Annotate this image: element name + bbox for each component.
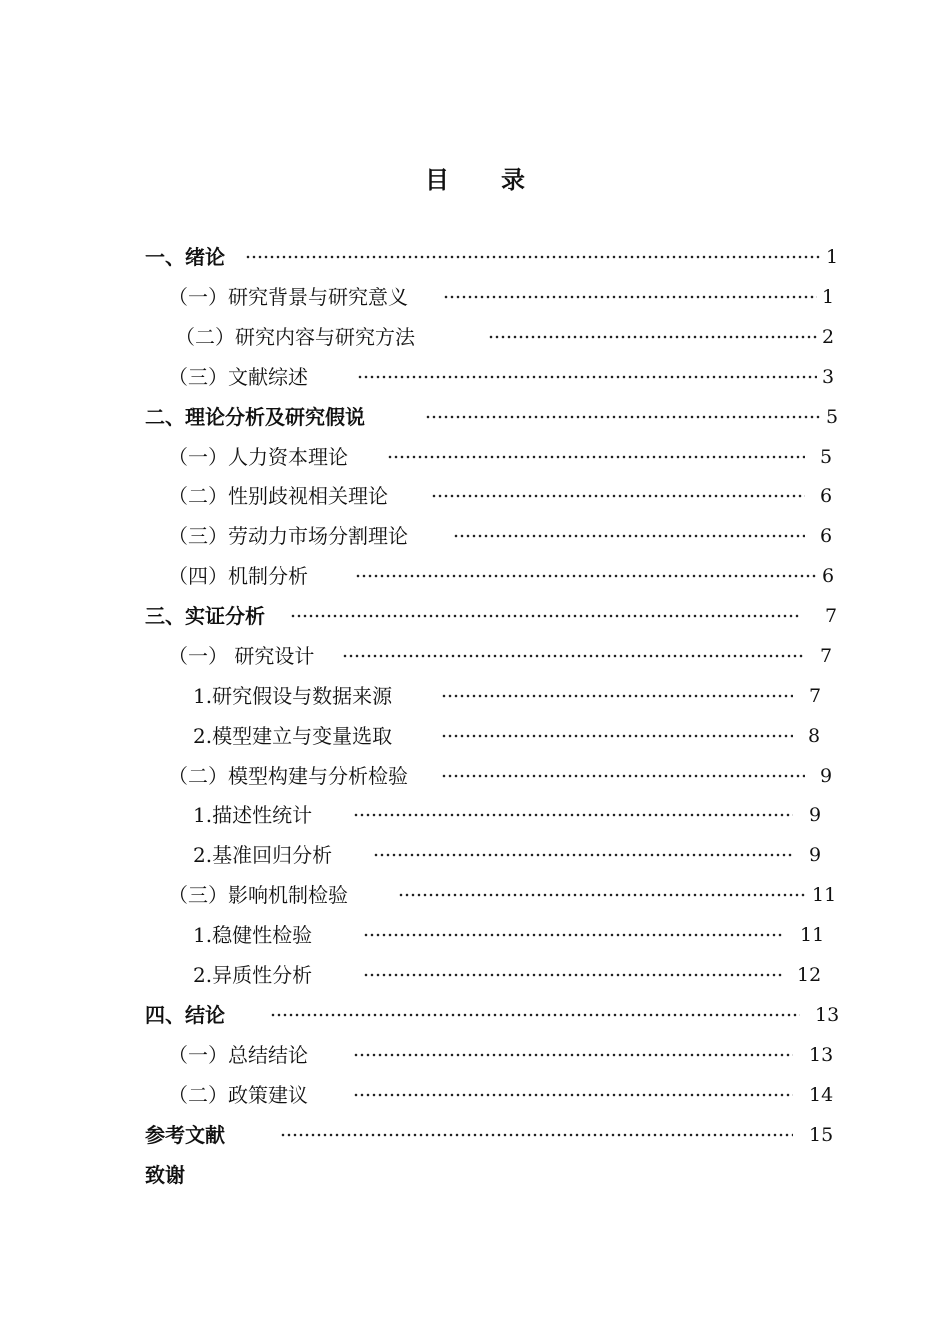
toc-entry-label: （一）人力资本理论 — [168, 445, 348, 469]
dot-leader — [398, 893, 805, 897]
toc-page-number: 3 — [822, 366, 835, 388]
toc-entry[interactable] — [168, 522, 408, 550]
toc-entry[interactable] — [145, 602, 265, 630]
toc-page-number: 1 — [826, 246, 839, 268]
dot-leader — [443, 295, 817, 299]
toc-entry[interactable] — [168, 762, 408, 790]
toc-entry[interactable] — [168, 363, 308, 391]
toc-entry[interactable] — [168, 562, 308, 590]
toc-entry[interactable] — [145, 1161, 185, 1189]
toc-page-number: 1 — [822, 286, 835, 308]
toc-entry-label: 2.基准回归分析 — [193, 843, 333, 867]
toc-entry-label: 2.模型建立与变量选取 — [193, 724, 393, 748]
dot-leader — [373, 853, 793, 857]
toc-entry[interactable] — [145, 1001, 225, 1029]
toc-entry-label: （三）文献综述 — [168, 365, 308, 389]
toc-page-number: 5 — [826, 406, 839, 428]
toc-entry[interactable] — [145, 243, 225, 271]
toc-page-number: 15 — [809, 1124, 834, 1146]
toc-page-number: 9 — [809, 844, 822, 866]
toc-entry[interactable] — [193, 801, 312, 829]
toc-page-number: 6 — [820, 485, 833, 507]
dot-leader — [431, 494, 805, 498]
toc-entry[interactable] — [193, 841, 332, 869]
toc-entry-label: （三）影响机制检验 — [168, 883, 348, 907]
toc-entry-label: 1.稳健性检验 — [193, 923, 313, 947]
dot-leader — [270, 1013, 800, 1017]
toc-entry[interactable] — [193, 722, 392, 750]
toc-entry-label: 1.研究假设与数据来源 — [193, 684, 393, 708]
dot-leader — [441, 774, 805, 778]
toc-page-number: 9 — [820, 765, 833, 787]
toc-page-number: 7 — [825, 605, 838, 627]
toc-page-number: 6 — [820, 525, 833, 547]
toc-page-number: 11 — [800, 924, 825, 946]
dot-leader — [353, 1093, 793, 1097]
toc-entry-label: 二、理论分析及研究假说 — [145, 405, 365, 429]
toc-entry[interactable] — [168, 482, 388, 510]
toc-entry-label: （一）总结结论 — [168, 1043, 308, 1067]
toc-entry-label: （三）劳动力市场分割理论 — [168, 524, 408, 548]
toc-entry-label: （四）机制分析 — [168, 564, 308, 588]
toc-page-number: 9 — [809, 804, 822, 826]
toc-title — [0, 160, 950, 195]
toc-entry[interactable] — [168, 1041, 308, 1069]
toc-page-number: 14 — [809, 1084, 834, 1106]
toc-page-number: 2 — [822, 326, 835, 348]
dot-leader — [363, 973, 782, 977]
toc-entry-label: 参考文献 — [145, 1123, 225, 1147]
toc-page-number: 12 — [797, 964, 822, 986]
toc-entry[interactable] — [193, 961, 312, 989]
toc-entry[interactable] — [168, 443, 348, 471]
dot-leader — [488, 335, 817, 339]
title-char-1: 目 — [425, 165, 449, 194]
toc-entry[interactable] — [168, 642, 314, 670]
toc-entry[interactable] — [168, 283, 408, 311]
toc-entry-label: （一） 研究设计 — [168, 644, 315, 668]
toc-entry-label: 三、实证分析 — [145, 604, 265, 628]
toc-entry[interactable] — [168, 881, 348, 909]
dot-leader — [441, 694, 793, 698]
toc-entry-label: 一、绪论 — [145, 245, 225, 269]
dot-leader — [357, 375, 817, 379]
dot-leader — [290, 614, 800, 618]
title-char-2: 录 — [501, 165, 525, 194]
dot-leader — [280, 1133, 793, 1137]
dot-leader — [355, 574, 817, 578]
toc-entry-label: 2.异质性分析 — [193, 963, 313, 987]
dot-leader — [245, 255, 820, 259]
dot-leader — [353, 813, 793, 817]
toc-entry-label: 致谢 — [145, 1163, 185, 1187]
toc-entry[interactable] — [145, 1121, 225, 1149]
toc-page-number: 6 — [822, 565, 835, 587]
toc-entry-label: 四、结论 — [145, 1003, 225, 1027]
dot-leader — [453, 534, 805, 538]
toc-entry-label: （二）模型构建与分析检验 — [168, 764, 408, 788]
toc-page-number: 7 — [820, 645, 833, 667]
toc-page-number: 13 — [815, 1004, 840, 1026]
toc-entry-label: （二）研究内容与研究方法 — [175, 325, 415, 349]
toc-entry-label: （二）政策建议 — [168, 1083, 308, 1107]
toc-entry[interactable] — [193, 921, 312, 949]
dot-leader — [425, 415, 822, 419]
toc-entry-label: （一）研究背景与研究意义 — [168, 285, 408, 309]
toc-entry-label: 1.描述性统计 — [193, 803, 313, 827]
toc-page-number: 8 — [808, 725, 821, 747]
toc-page-number: 7 — [809, 685, 822, 707]
dot-leader — [353, 1053, 793, 1057]
dot-leader — [342, 654, 805, 658]
toc-entry[interactable] — [145, 403, 365, 431]
toc-page-number: 13 — [809, 1044, 834, 1066]
toc-entry[interactable] — [193, 682, 392, 710]
toc-page-number: 11 — [812, 884, 837, 906]
dot-leader — [441, 734, 793, 738]
toc-page-number: 5 — [820, 446, 833, 468]
toc-entry[interactable] — [175, 323, 415, 351]
toc-entry[interactable] — [168, 1081, 308, 1109]
toc-entry-label: （二）性别歧视相关理论 — [168, 484, 388, 508]
dot-leader — [387, 455, 805, 459]
dot-leader — [363, 933, 782, 937]
